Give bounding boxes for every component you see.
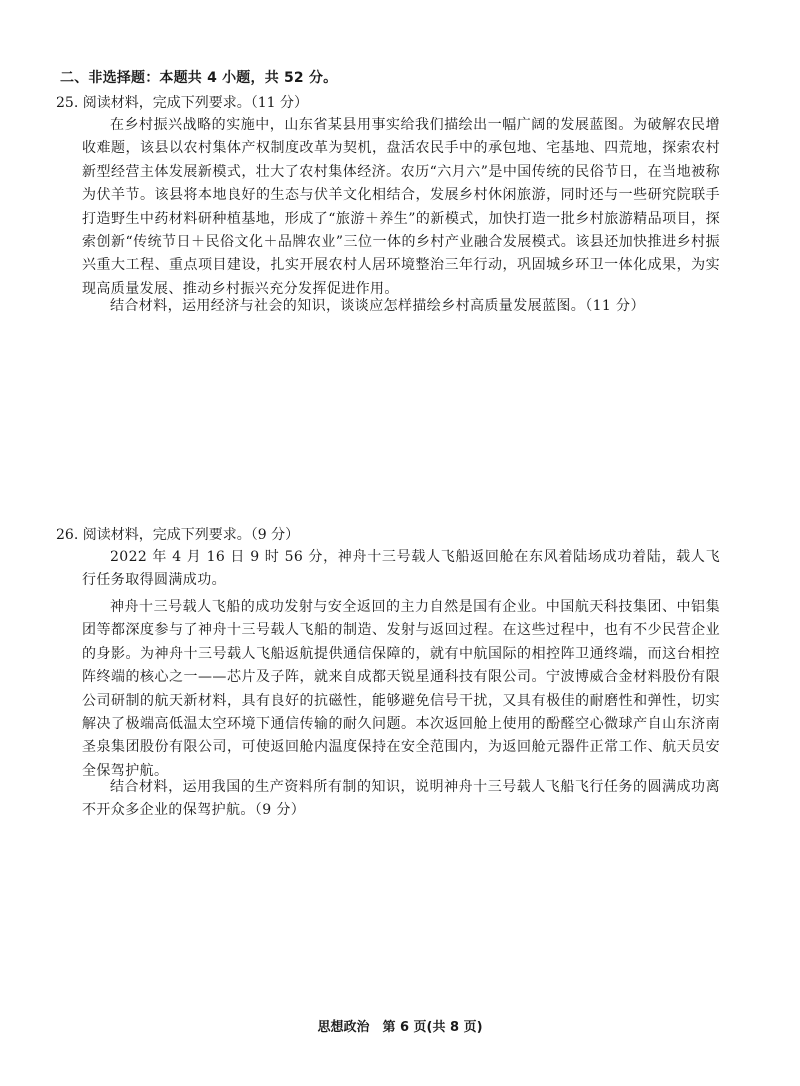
section-heading: 二、非选择题：本题共 4 小题，共 52 分。	[60, 70, 338, 86]
question-26-answer-space	[82, 830, 720, 1000]
question-26-material-2: 神舟十三号载人飞船的成功发射与安全返回的主力自然是国有企业。中国航天科技集团、中铝集团等都深度参与了神舟十三号载人飞船的制造、发射与返回过程。在这些过程中，也有不少民营企业的身影。为神舟十三号载人飞船返航提供通信保障的，就有中航国际的相控阵卫通终端，而这台相控阵终端的核心之一——芯片及子阵，就来自成都天锐星通科技有限公司。宁波博威合金材料股份有限公司研制的航天新材料，具有良好的抗磁性，能够避免信号干扰，又具有极佳的耐磨性和弹性，切实解决了极端高低温太空环境下通信传输的耐久问题。本次返回舱上使用的酚醛空心微球产自山东济南圣泉集团股份有限公司，可使返回舱内温度保持在安全范围内，为返回舱元器件正常工作、航天员安全保驾护航。	[82, 599, 720, 779]
question-25-task: 结合材料，运用经济与社会的知识，谈谈应怎样描绘乡村高质量发展蓝图。（11 分）	[110, 298, 645, 314]
question-25-title: 25. 阅读材料，完成下列要求。（11 分）	[56, 95, 308, 111]
question-25-answer-space	[82, 335, 720, 515]
question-25-material: 在乡村振兴战略的实施中，山东省某县用事实给我们描绘出一幅广阔的发展蓝图。为破解农民增收难题，该县以农村集体产权制度改革为契机，盘活农民手中的承包地、宅基地、四荒地，探索农村新型经营主体发展新模式，壮大了农村集体经济。农历“六月六”是中国传统的民俗节日，在当地被称为伏羊节。该县将本地良好的生态与伏羊文化相结合，发展乡村休闲旅游，同时还与一些研究院联手打造野生中药材料研种植基地，形成了“旅游＋养生”的新模式，加快打造一批乡村旅游精品项目，探索创新“传统节日＋民俗文化＋品牌农业”三位一体的乡村产业融合发展模式。该县还加快推进乡村振兴重大工程、重点项目建设，扎实开展农村人居环境整治三年行动，巩固城乡环卫一体化成果，为实现高质量发展、推动乡村振兴充分发挥促进作用。	[82, 117, 720, 297]
page-footer: 思想政治 第 6 页(共 8 页)	[317, 1020, 483, 1035]
question-26-task: 结合材料，运用我国的生产资料所有制的知识，说明神舟十三号载人飞船飞行任务的圆满成功离不开众多企业的保驾护航。（9 分）	[82, 779, 720, 819]
question-26-title: 26. 阅读材料，完成下列要求。（9 分）	[56, 527, 300, 543]
question-26-material-1: 2022 年 4 月 16 日 9 时 56 分，神舟十三号载人飞船返回舱在东风着陆场成功着陆，载人飞行任务取得圆满成功。	[82, 549, 720, 589]
